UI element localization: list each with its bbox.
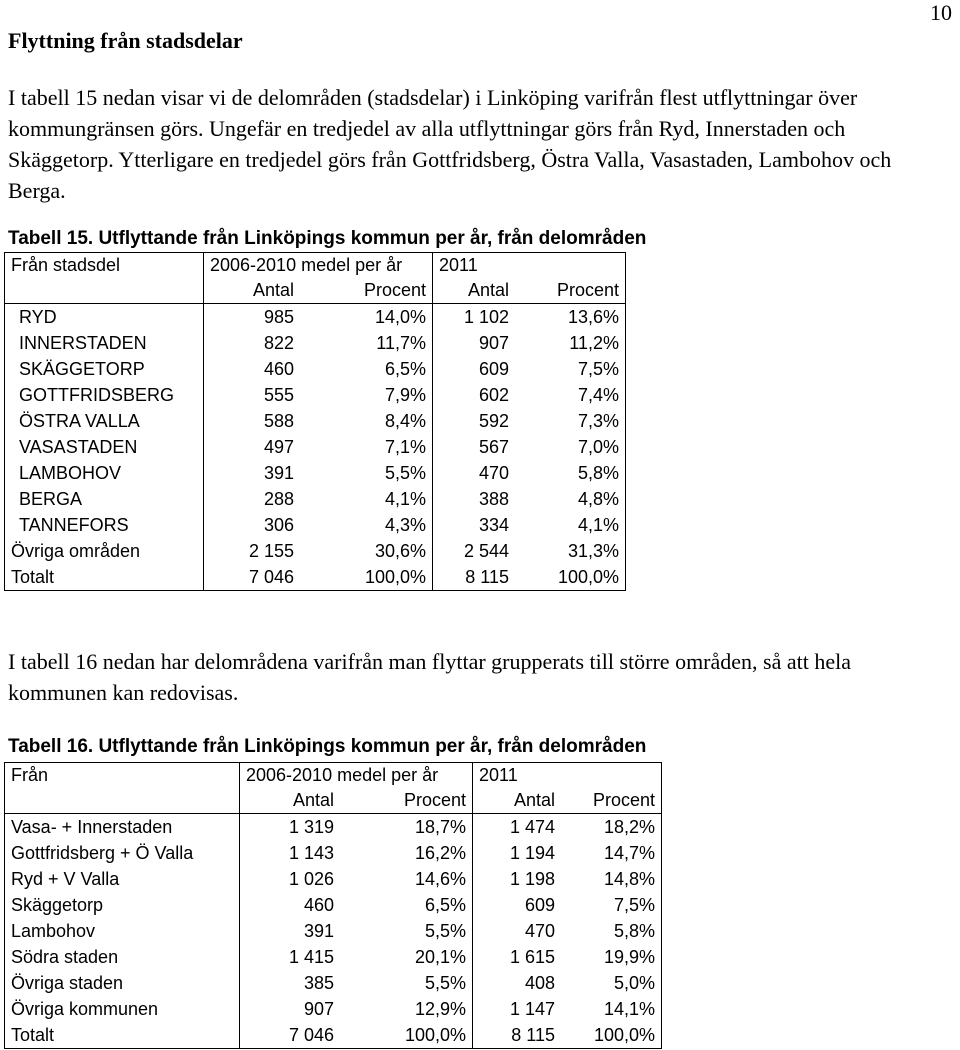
cell-antal: 907 [303,998,334,1019]
cell-antal: 907 [433,330,516,356]
cell-procent: 7,9% [384,384,426,405]
cell-procent: 19,9% [603,946,655,967]
column-header-procent: Procent [556,280,619,300]
table-row [5,996,662,1022]
row-label: Skäggetorp [5,892,240,918]
column-header-antal: Antal [292,790,334,810]
cell-procent: 100,0% [364,566,426,587]
row-label: Södra staden [5,944,240,970]
cell-procent: 7,3% [577,410,619,431]
row-label: SKÄGGETORP [5,356,204,382]
cell-procent: 5,5% [424,920,466,941]
cell-procent: 7,1% [384,436,426,457]
row-label: VASASTADEN [5,434,204,460]
column-header-antal: Antal [433,278,516,304]
cell-procent: 18,2% [561,814,662,841]
cell-antal: 334 [433,512,516,538]
cell-antal: 2 155 [248,540,294,561]
table-15 [4,252,626,591]
row-label: GOTTFRIDSBERG [5,382,204,408]
cell-antal: 602 [433,382,516,408]
row-label: Övriga kommunen [5,996,240,1022]
column-header-procent: Procent [403,790,466,810]
column-header-period-2: 2011 [473,763,662,789]
column-header-period-1: 2006-2010 medel per år [246,765,439,785]
cell-procent: 11,7% [376,332,426,353]
row-label: Lambohov [5,918,240,944]
cell-antal: 609 [433,356,516,382]
cell-procent: 20,1% [414,946,466,967]
row-label: Vasa- + Innerstaden [5,814,240,841]
cell-antal: 306 [263,514,294,535]
row-label: Gottfridsberg + Ö Valla [5,840,240,866]
cell-procent: 16,2% [414,842,466,863]
cell-procent: 7,4% [577,384,619,405]
cell-procent: 7,5% [577,358,619,379]
cell-procent: 4,3% [384,514,426,535]
column-header-blank [5,278,204,304]
column-header-antal: Antal [252,280,294,300]
row-label: LAMBOHOV [5,460,204,486]
table-row [5,330,626,356]
cell-antal: 1 143 [288,842,334,863]
column-header-period-1: 2006-2010 medel per år [210,255,403,275]
cell-antal: 1 194 [473,840,562,866]
row-label: RYD [5,304,204,331]
column-header-area: Från [5,763,240,789]
cell-antal: 1 102 [433,304,516,331]
cell-procent: 11,2% [569,332,619,353]
cell-procent: 5,5% [384,462,426,483]
cell-antal: 460 [303,894,334,915]
column-header-antal: Antal [473,788,562,814]
table-row [5,304,626,331]
section-heading: Flyttning från stadsdelar [8,28,243,53]
cell-antal: 7 046 [288,1024,334,1045]
cell-procent: 100,0% [593,1024,655,1045]
cell-antal: 391 [303,920,334,941]
column-header-procent: Procent [592,790,655,810]
cell-antal: 8 115 [473,1022,562,1049]
table-total-row [5,564,626,591]
cell-procent: 14,0% [300,304,433,331]
cell-antal: 2 544 [433,538,516,564]
cell-antal: 588 [263,410,294,431]
cell-antal: 288 [263,488,294,509]
cell-procent: 14,8% [603,868,655,889]
cell-procent: 8,4% [384,410,426,431]
cell-antal: 470 [433,460,516,486]
row-label: ÖSTRA VALLA [5,408,204,434]
table-row [5,970,662,996]
table-subheader-row [5,278,626,304]
cell-procent: 31,3% [567,540,619,561]
row-label: Totalt [5,564,204,591]
cell-antal: 609 [473,892,562,918]
cell-procent: 5,5% [424,972,466,993]
table-row [5,840,662,866]
page-number: 10 [930,0,952,25]
column-header-area: Från stadsdel [5,253,204,279]
cell-procent: 18,7% [340,814,473,841]
column-header-period-2: 2011 [433,253,626,279]
table-total-row [5,1022,662,1049]
cell-procent: 7,5% [613,894,655,915]
cell-antal: 592 [433,408,516,434]
cell-procent: 4,1% [384,488,426,509]
row-label: Övriga områden [5,538,204,564]
table-row [5,408,626,434]
row-label: BERGA [5,486,204,512]
table-row [5,434,626,460]
table-15-title: Tabell 15. Utflyttande från Linköpings kommun per år, från delområden [8,228,647,249]
table-row [5,814,662,841]
cell-procent: 4,1% [577,514,619,535]
column-header-blank [5,788,240,814]
cell-procent: 14,6% [414,868,466,889]
cell-procent: 13,6% [515,304,626,331]
cell-antal: 985 [204,304,301,331]
cell-antal: 497 [263,436,294,457]
row-label: Övriga staden [5,970,240,996]
cell-procent: 6,5% [424,894,466,915]
table-row [5,460,626,486]
cell-antal: 1 474 [473,814,562,841]
cell-procent: 14,7% [603,842,655,863]
cell-antal: 8 115 [433,564,516,591]
cell-antal: 470 [473,918,562,944]
cell-antal: 1 319 [240,814,341,841]
cell-antal: 822 [263,332,294,353]
row-label: INNERSTADEN [5,330,204,356]
cell-antal: 7 046 [248,566,294,587]
table-header-row [5,763,662,789]
cell-procent: 4,8% [577,488,619,509]
table-16-intro-paragraph: I tabell 16 nedan har delområdena varifrån man flyttar grupperats till större områden, så att hela kommunen kan redovisas. [8,649,851,705]
cell-antal: 408 [473,970,562,996]
cell-procent: 5,8% [577,462,619,483]
table-header-row [5,253,626,279]
table-row [5,512,626,538]
column-header-procent: Procent [363,280,426,300]
table-row [5,486,626,512]
row-label: TANNEFORS [5,512,204,538]
table-row [5,866,662,892]
cell-antal: 1 615 [473,944,562,970]
cell-antal: 1 026 [288,868,334,889]
row-label: Ryd + V Valla [5,866,240,892]
cell-antal: 567 [433,434,516,460]
cell-procent: 12,9% [414,998,466,1019]
table-16-title: Tabell 16. Utflyttande från Linköpings kommun per år, från delområden [8,736,647,757]
intro-paragraph: I tabell 15 nedan visar vi de delområden (stadsdelar) i Linköping varifrån flest utflyttningar över kommungränsen görs. Ungefär en tredjedel av alla utflyttningar görs från Ryd, Innerstaden och Skäggetorp. Ytterligare en tredjedel görs från Gottfridsberg, Östra Valla, Vasastaden, Lambohov och Berga. [8,85,892,203]
table-row [5,944,662,970]
cell-procent: 100,0% [404,1024,466,1045]
table-16 [4,762,662,1049]
cell-antal: 1 198 [473,866,562,892]
cell-antal: 460 [263,358,294,379]
cell-procent: 6,5% [384,358,426,379]
cell-antal: 391 [263,462,294,483]
table-subheader-row [5,788,662,814]
cell-antal: 385 [303,972,334,993]
cell-antal: 1 147 [473,996,562,1022]
cell-procent: 5,0% [613,972,655,993]
table-row [5,382,626,408]
table-row [5,538,626,564]
cell-procent: 14,1% [603,998,655,1019]
table-row [5,918,662,944]
cell-procent: 100,0% [557,566,619,587]
cell-procent: 7,0% [577,436,619,457]
table-row [5,892,662,918]
cell-antal: 1 415 [288,946,334,967]
cell-antal: 388 [433,486,516,512]
table-row [5,356,626,382]
cell-procent: 5,8% [613,920,655,941]
cell-antal: 555 [263,384,294,405]
cell-procent: 30,6% [374,540,426,561]
row-label: Totalt [5,1022,240,1049]
